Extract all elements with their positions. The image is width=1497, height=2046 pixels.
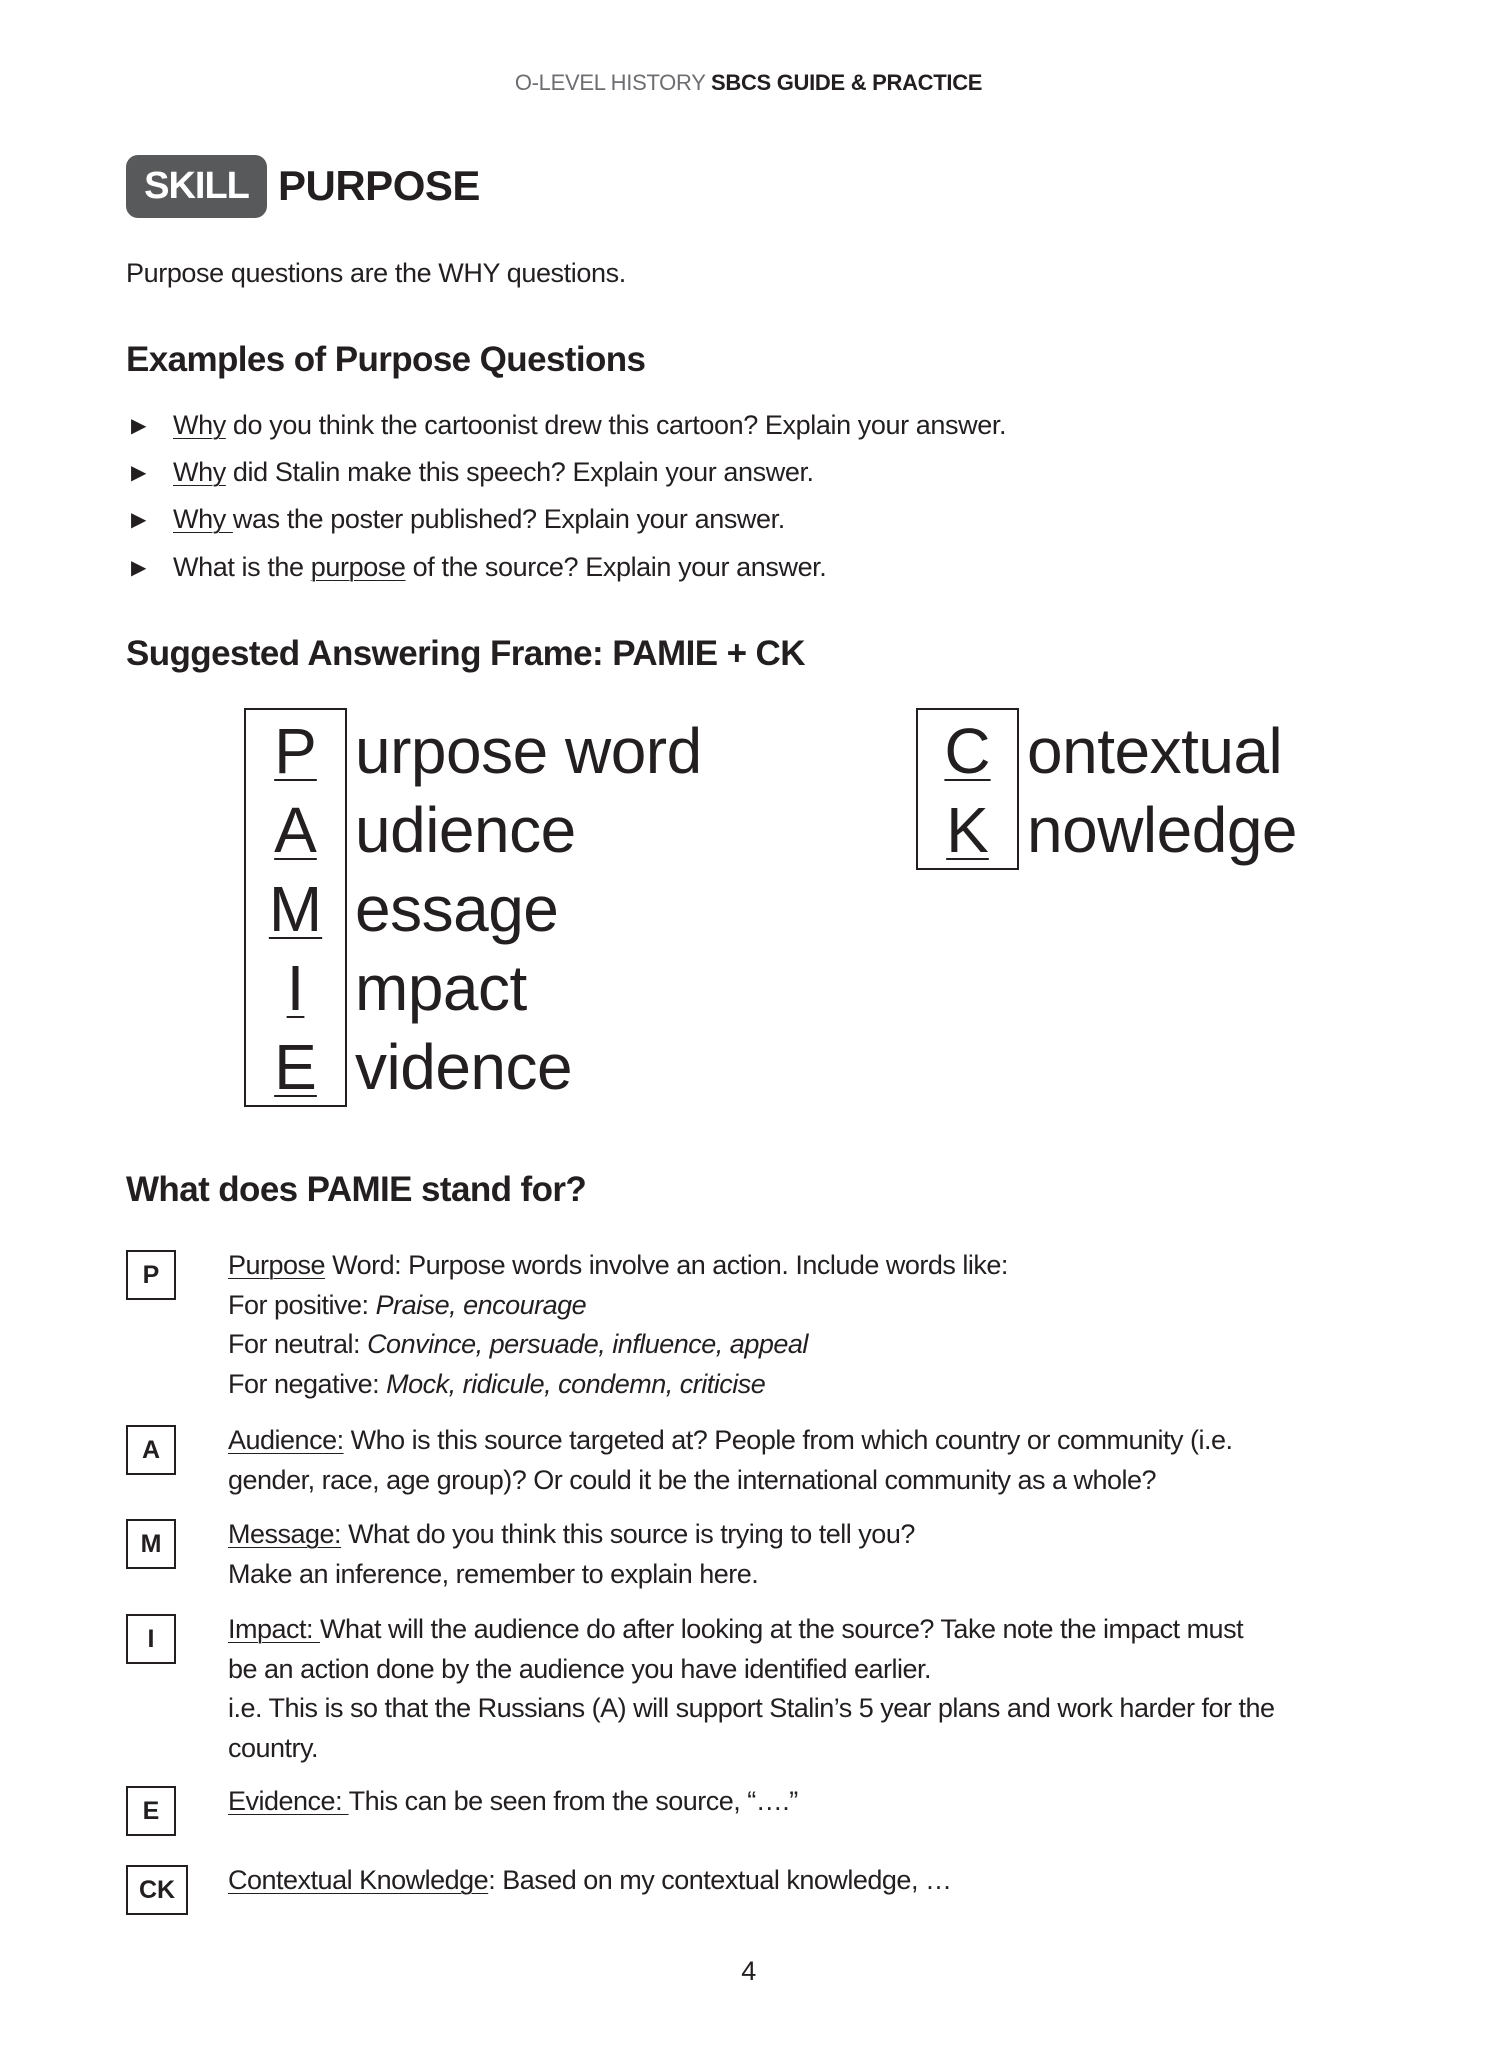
row-term: Purpose: [228, 1250, 326, 1280]
row-line-italic: Convince, persuade, influence, appeal: [367, 1329, 808, 1359]
header-prefix: O-LEVEL HISTORY: [514, 70, 706, 95]
row-line: [228, 1555, 915, 1595]
frame-letter-text: E: [274, 1031, 317, 1103]
row-line: [228, 1325, 1008, 1365]
row-term: Message:: [228, 1519, 342, 1549]
item-text-pre: What is the: [173, 552, 311, 582]
row-first-line: [228, 1861, 951, 1901]
frame-letter-text: P: [274, 715, 317, 787]
list-item: [173, 410, 1006, 441]
list-item: [173, 504, 785, 535]
row-text: [228, 1246, 1008, 1404]
row-line-plain: country.: [228, 1732, 319, 1763]
frame-letter: [244, 791, 347, 870]
letter-box: I: [126, 1614, 176, 1664]
row-first-line: [228, 1515, 915, 1555]
frame-letter: [244, 1028, 347, 1107]
frame-word: urpose word: [355, 715, 702, 787]
frame-letter-text: C: [944, 715, 991, 787]
letter-box: P: [126, 1250, 176, 1300]
row-line: [228, 1365, 1008, 1405]
letter-box: A: [126, 1425, 176, 1475]
row-line: [228, 1689, 1275, 1729]
list-item: [173, 552, 826, 583]
row-line-italic: Praise, encourage: [375, 1289, 587, 1320]
row-first-line: [228, 1421, 1232, 1461]
item-text-underlined: Why: [173, 457, 226, 487]
frame-letter-text: I: [286, 952, 305, 1024]
row-line-plain: Make an inference, remember to explain here.: [228, 1558, 759, 1589]
item-text-post: did Stalin make this speech? Explain your answer.: [225, 457, 814, 487]
frame-word: mpact: [355, 952, 527, 1024]
frame-word: ontextual: [1027, 715, 1283, 787]
bullet-triangle-icon: ▶: [131, 509, 147, 531]
row-first-text: What will the audience do after looking at the source? Take note the impact must: [320, 1614, 1244, 1644]
row-line: [228, 1286, 1008, 1326]
row-line-plain: For positive:: [228, 1289, 376, 1320]
frame-heading: Suggested Answering Frame: PAMIE + CK: [126, 634, 805, 673]
skill-badge: SKILL: [126, 155, 267, 218]
item-text-underlined: Why: [173, 410, 226, 440]
row-text: [228, 1421, 1232, 1500]
page-number: 4: [741, 1956, 756, 1986]
row-line: [228, 1461, 1232, 1501]
bullet-triangle-icon: ▶: [131, 462, 147, 484]
row-first-line: [228, 1782, 798, 1822]
item-text-underlined: purpose: [310, 552, 406, 582]
row-first-line: [228, 1610, 1275, 1650]
row-first-text: This can be seen from the source, “….”: [348, 1786, 798, 1816]
row-line-plain: For negative:: [228, 1368, 387, 1399]
row-first-text: What do you think this source is trying to tell you?: [341, 1519, 915, 1549]
row-first-text: : Based on my contextual knowledge, …: [488, 1865, 952, 1895]
row-term: Contextual Knowledge: [228, 1865, 489, 1895]
item-text-post: was the poster published? Explain your answer.: [232, 504, 785, 534]
bullet-triangle-icon: ▶: [131, 557, 147, 579]
row-line-plain: i.e. This is so that the Russians (A) will support Stalin’s 5 year plans and work harder for the: [228, 1693, 1275, 1723]
intro-text: Purpose questions are the WHY questions.: [126, 258, 626, 288]
row-text: [228, 1782, 798, 1822]
letter-box: E: [126, 1786, 176, 1836]
frame-letter-text: K: [946, 794, 989, 866]
bullet-triangle-icon: ▶: [131, 415, 147, 437]
frame-letter-text: M: [268, 873, 323, 945]
item-text-post: do you think the cartoonist drew this cartoon? Explain your answer.: [225, 410, 1007, 440]
row-term: Impact:: [228, 1614, 321, 1644]
row-first-text: Word: Purpose words involve an action. Include words like:: [325, 1250, 1008, 1280]
letter-box: M: [126, 1519, 176, 1569]
row-line-plain: gender, race, age group)? Or could it be the international community as a whole?: [228, 1464, 1157, 1495]
page-title: PURPOSE: [278, 162, 480, 209]
row-line-plain: be an action done by the audience you have identified earlier.: [228, 1653, 932, 1684]
meaning-heading: What does PAMIE stand for?: [126, 1170, 587, 1209]
item-text-underlined: Why: [173, 504, 233, 534]
row-text: [228, 1861, 951, 1901]
row-line-plain: For neutral:: [228, 1329, 368, 1359]
row-line: [228, 1650, 1275, 1690]
row-first-line: [228, 1246, 1008, 1286]
frame-letter: [244, 949, 347, 1028]
frame-word: essage: [355, 873, 559, 945]
running-header: [0, 70, 1497, 96]
examples-heading: Examples of Purpose Questions: [126, 340, 646, 379]
frame-word: vidence: [355, 1031, 573, 1103]
letter-box: CK: [126, 1865, 188, 1915]
header-bold: SBCS GUIDE & PRACTICE: [710, 70, 983, 95]
frame-letter-text: A: [274, 794, 317, 866]
frame-letter: [244, 712, 347, 791]
row-term: Evidence:: [228, 1786, 349, 1816]
row-line: [228, 1729, 1275, 1769]
frame-letter: [244, 870, 347, 949]
frame-letter: [916, 712, 1019, 791]
frame-word: udience: [355, 794, 576, 866]
row-text: [228, 1610, 1275, 1768]
row-first-text: Who is this source targeted at? People from which country or community (i.e.: [343, 1425, 1233, 1455]
row-text: [228, 1515, 915, 1594]
frame-word: nowledge: [1027, 794, 1297, 866]
item-text-post: of the source? Explain your answer.: [405, 552, 827, 582]
row-term: Audience:: [228, 1425, 344, 1455]
list-item: [173, 457, 814, 488]
row-line-italic: Mock, ridicule, condemn, criticise: [386, 1368, 766, 1399]
frame-letter: [916, 791, 1019, 870]
